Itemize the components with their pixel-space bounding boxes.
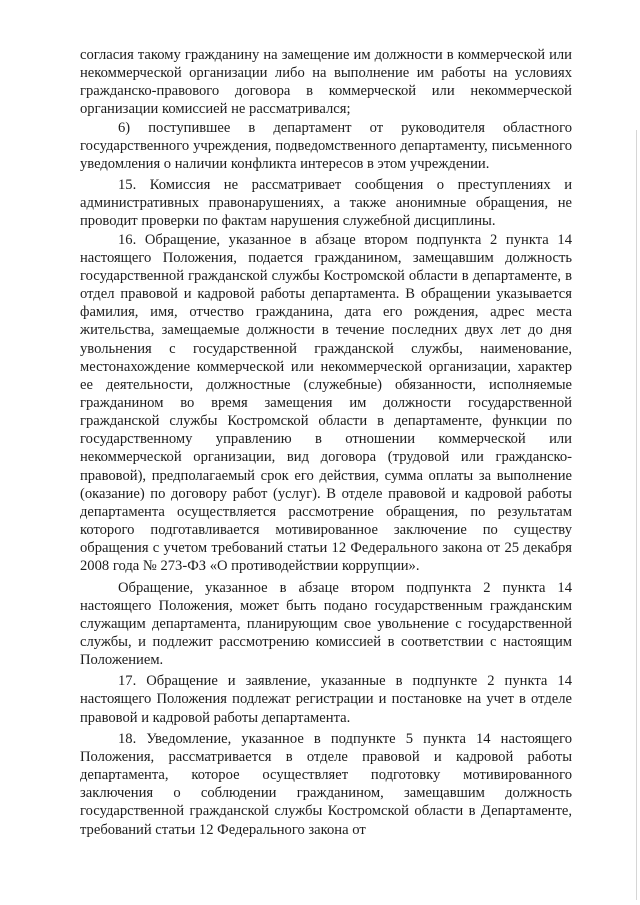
- scan-edge-line: [636, 130, 637, 900]
- paragraph-item-6: 6) поступившее в департамент от руководителя областного государственного учреждения, подведомственного департаменту, письменного уведомления о наличии конфликта интересов в этом учреждении.: [80, 119, 572, 172]
- paragraph-continuation: согласия такому гражданину на замещение им должности в коммерческой или некоммерческой организации либо на выполнение им работы на условиях гражданско-правового договора в коммерческой или некоммерческой организации комиссией не рассматривался;: [80, 47, 572, 118]
- document-body: [80, 46, 572, 839]
- paragraph-clause-16-second: Обращение, указанное в абзаце втором подпункта 2 пункта 14 настоящего Положения, может быть подано государственным гражданским служащим департамента, планирующим свое увольнение с государственной службы, и подлежит рассмотрению комиссией в соответствии с настоящим Положением.: [80, 579, 572, 669]
- paragraph-clause-17: 17. Обращение и заявление, указанные в подпункте 2 пункта 14 настоящего Положения подлежат регистрации и постановке на учет в отделе правовой и кадровой работы департамента.: [80, 673, 572, 726]
- paragraph-clause-15: 15. Комиссия не рассматривает сообщения о преступлениях и административных правонарушениях, а также анонимные обращения, не проводит проверки по фактам нарушения служебной дисциплины.: [80, 177, 572, 230]
- paragraph-clause-16: 16. Обращение, указанное в абзаце втором подпункта 2 пункта 14 настоящего Положения, подается гражданином, замещавшим должность государственной гражданской службы Костромской области в департаменте, в отдел правовой и кадровой работы департамента. В обращении указывается фамилия, имя, отчество гражданина, дата его рождения, адрес места жительства, замещаемые должности в течение последних двух лет до дня увольнения с государственной гражданской службы, наименование, местонахождение коммерческой или некоммерческой организации, характер ее деятельности, должностные (служебные) обязанности, исполняемые гражданином во время замещения им должности государственной гражданской службы Костромской области в департаменте, функции по государственному управлению в отношении коммерческой или некоммерческой организации, вид договора (трудовой или гражданско-правовой), предполагаемый срок его действия, сумма оплаты за выполнение (оказание) по договору работ (услуг). В отделе правовой и кадровой работы департамента осуществляется рассмотрение обращения, по результатам которого подготавливается мотивированное заключение по существу обращения с учетом требований статьи 12 Федерального закона от 25 декабря 2008 года № 273-ФЗ «О противодействии коррупции».: [80, 231, 572, 575]
- paragraph-clause-18: 18. Уведомление, указанное в подпункте 5 пункта 14 настоящего Положения, рассматривается в отделе правовой и кадровой работы департамента, которое осуществляет подготовку мотивированного заключения о соблюдении гражданином, замещавшим должность государственной гражданской службы Костромской области в Департаменте, требований статьи 12 Федерального закона от: [80, 730, 572, 838]
